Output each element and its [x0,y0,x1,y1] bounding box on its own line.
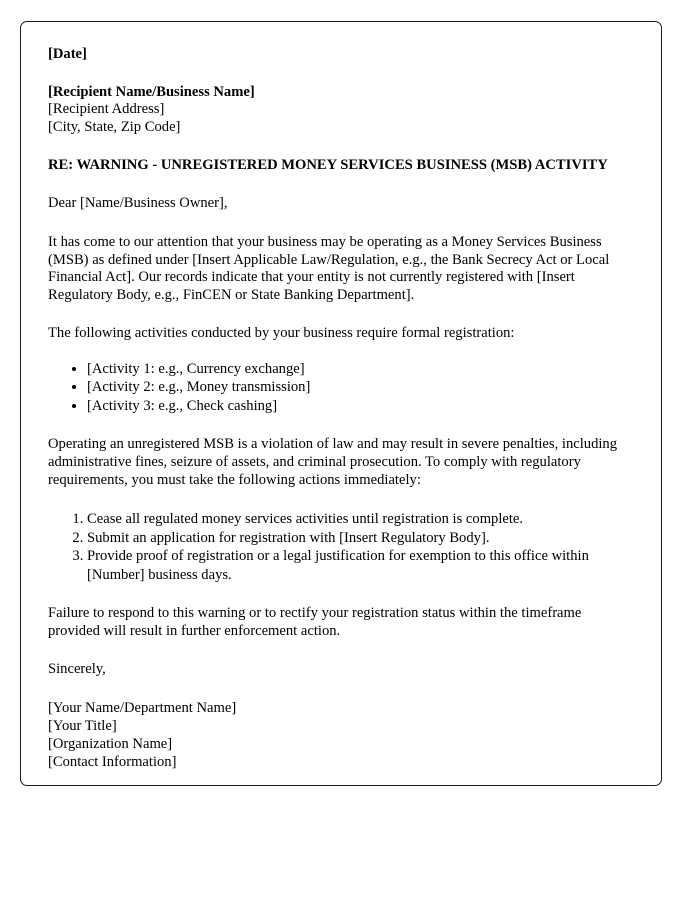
signer-contact: [Contact Information] [48,753,177,770]
activities-list [48,360,632,416]
signer-organization: [Organization Name] [48,735,173,752]
spacer [48,415,632,436]
list-item: • [Activity 3: e.g., Check cashing] [87,397,632,416]
salutation: Dear [Name/Business Owner], [48,195,228,212]
list-item: 2. Submit an application for registration with [Insert Regulatory Body]. [87,529,632,548]
recipient-city-state-zip: [City, State, Zip Code] [48,118,181,135]
list-item: 3. Provide proof of registration or a legal justification for exemption to this office within [Number] business days. [87,547,632,584]
document-page-frame [20,21,662,786]
spacer [48,174,632,195]
signature-block [48,700,632,771]
violation-paragraph: Operating an unregistered MSB is a violation of law and may result in severe penalties, including administrative fines, seizure of assets, and criminal prosecution. To comply with regulatory requirements, you must take the following actions immediately: [48,436,618,488]
subject-heading: RE: WARNING - UNREGISTERED MONEY SERVICES BUSINESS (MSB) ACTIVITY [48,157,608,174]
signer-title: [Your Title] [48,718,117,734]
spacer [48,343,632,360]
list-item: • [Activity 2: e.g., Money transmission] [87,378,632,397]
recipient-address: [Recipient Address] [48,101,165,118]
signer-name: [Your Name/Department Name] [48,700,237,717]
recipient-name: [Recipient Name/Business Name] [48,83,255,100]
closing-line: Sincerely, [48,661,106,678]
spacer [48,640,632,661]
spacer [48,136,632,156]
required-actions-list [48,510,632,584]
spacer [48,489,632,510]
date-line: [Date] [48,46,87,62]
spacer [48,584,632,605]
consequence-paragraph: Failure to respond to this warning or to rectify your registration status within the timeframe provided will result in further enforcement action. [48,605,582,639]
activities-lead-in: The following activities conducted by your business require formal registration: [48,325,515,342]
spacer [48,679,632,700]
spacer [48,304,632,325]
intro-paragraph: It has come to our attention that your business may be operating as a Money Services Business (MSB) as defined under [Insert Applicable Law/Regulation, e.g., the Bank Secrecy Act or Local Financial Act]. Our records indicate that your entity is not currently registered with [Insert Regulatory Body, e.g., FinCEN or State Banking Department]. [48,233,610,303]
spacer [48,213,632,234]
letter-body [48,46,632,771]
list-item: • [Activity 1: e.g., Currency exchange] [87,360,632,379]
recipient-address-block [48,84,632,137]
list-item: 1. Cease all regulated money services activities until registration is complete. [87,510,632,529]
spacer [48,64,632,84]
